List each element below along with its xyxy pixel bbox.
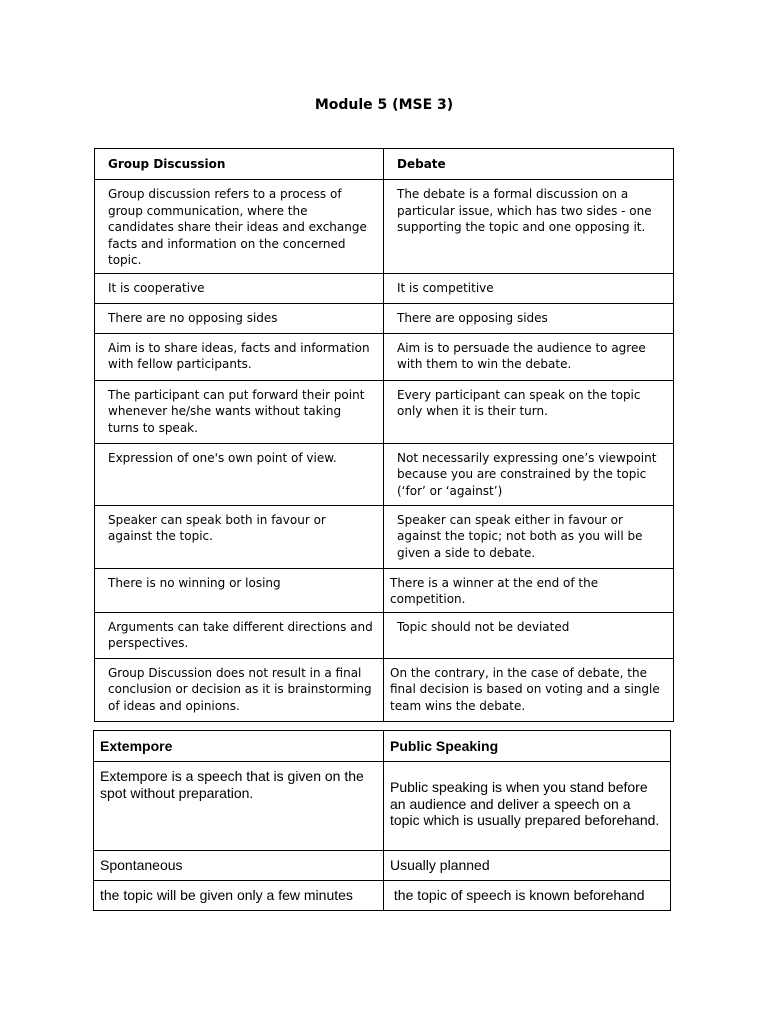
- table-cell: It is competitive: [384, 273, 674, 303]
- table-row: [95, 612, 674, 658]
- table-cell: Not necessarily expressing one’s viewpoint because you are constrained by the topic (‘for’ or ‘against’): [384, 443, 674, 505]
- table-cell: On the contrary, in the case of debate, the final decision is based on voting and a single team wins the debate.: [384, 658, 674, 721]
- table-row: [95, 443, 674, 505]
- header-group-discussion: Group Discussion: [95, 149, 384, 180]
- table-row: [95, 273, 674, 303]
- table-cell: Topic should not be deviated: [384, 612, 674, 658]
- group-discussion-vs-debate-table: [94, 148, 674, 722]
- table-cell: Usually planned: [384, 851, 671, 881]
- table-row: [94, 762, 671, 851]
- table-header-row: [95, 149, 674, 180]
- table-cell: There are opposing sides: [384, 303, 674, 333]
- table-row: [95, 180, 674, 274]
- table-row: [95, 303, 674, 333]
- table-cell: the topic of speech is known beforehand: [384, 881, 671, 911]
- table-header-row: [94, 731, 671, 762]
- header-debate: Debate: [384, 149, 674, 180]
- table-row: [95, 505, 674, 568]
- table-cell: There is a winner at the end of the competition.: [384, 568, 674, 612]
- page-title: Module 5 (MSE 3): [314, 97, 454, 113]
- table-cell: Group Discussion does not result in a final conclusion or decision as it is brainstorming of ideas and opinions.: [95, 658, 384, 721]
- table-cell: Group discussion refers to a process of group communication, where the candidates share their ideas and exchange facts and information on the concerned topic.: [95, 180, 384, 274]
- table-cell: The participant can put forward their point whenever he/she wants without taking turns to speak.: [95, 380, 384, 443]
- table-row: [94, 851, 671, 881]
- table-cell: The debate is a formal discussion on a particular issue, which has two sides - one supporting the topic and one opposing it.: [384, 180, 674, 274]
- table-row: [95, 333, 674, 380]
- table-cell: Speaker can speak either in favour or against the topic; not both as you will be given a side to debate.: [384, 505, 674, 568]
- table-cell: There are no opposing sides: [95, 303, 384, 333]
- table-row: [95, 568, 674, 612]
- table-cell: Expression of one's own point of view.: [95, 443, 384, 505]
- table-cell: Spontaneous: [94, 851, 384, 881]
- table-cell: There is no winning or losing: [95, 568, 384, 612]
- table-cell: Aim is to share ideas, facts and information with fellow participants.: [95, 333, 384, 380]
- extempore-vs-public-speaking-table: [93, 730, 671, 911]
- header-public-speaking: Public Speaking: [384, 731, 671, 762]
- table-row: [94, 881, 671, 911]
- table-row: [95, 658, 674, 721]
- table-cell: Every participant can speak on the topic only when it is their turn.: [384, 380, 674, 443]
- table-cell: the topic will be given only a few minutes: [94, 881, 384, 911]
- table-cell: Speaker can speak both in favour or against the topic.: [95, 505, 384, 568]
- table-row: [95, 380, 674, 443]
- header-extempore: Extempore: [94, 731, 384, 762]
- table-cell: Public speaking is when you stand before an audience and deliver a speech on a topic which is usually prepared beforehand.: [384, 762, 671, 851]
- table-cell: Arguments can take different directions and perspectives.: [95, 612, 384, 658]
- table-cell: It is cooperative: [95, 273, 384, 303]
- table-cell: Aim is to persuade the audience to agree with them to win the debate.: [384, 333, 674, 380]
- table-cell: Extempore is a speech that is given on the spot without preparation.: [94, 762, 384, 851]
